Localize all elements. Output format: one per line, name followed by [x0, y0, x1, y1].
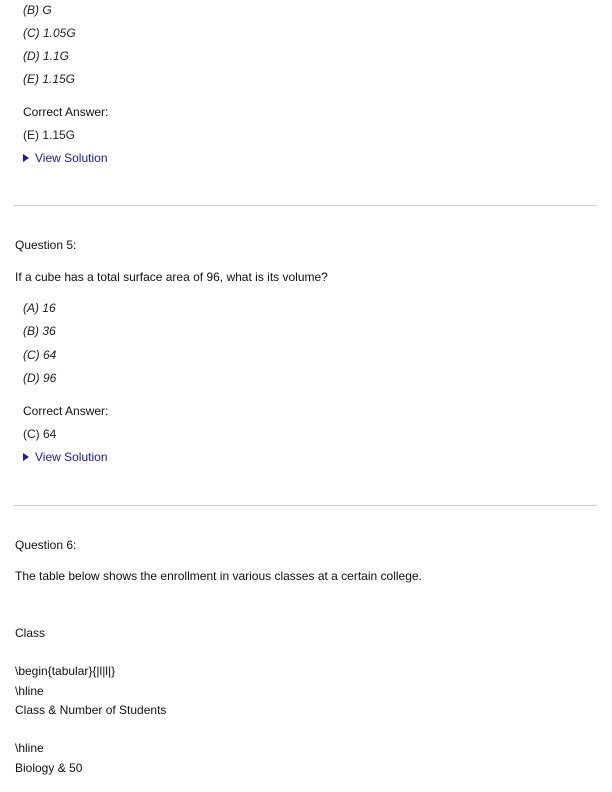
option-b: (B) 36 — [23, 324, 56, 338]
correct-answer-label: Correct Answer: — [23, 404, 109, 418]
latex-line: \hline — [15, 741, 44, 755]
option-a: (A) 16 — [23, 301, 56, 315]
option-b: (B) G — [23, 3, 52, 17]
question-heading: Question 5: — [15, 238, 77, 252]
view-solution-label: View Solution — [35, 151, 108, 165]
question-prompt: If a cube has a total surface area of 96, what is its volume? — [15, 270, 328, 284]
option-c: (C) 1.05G — [23, 26, 76, 40]
disclosure-triangle-icon — [23, 453, 29, 461]
disclosure-triangle-icon — [23, 154, 29, 162]
correct-answer-value: (E) 1.15G — [23, 128, 76, 142]
divider — [13, 205, 597, 206]
latex-line: Biology & 50 — [15, 761, 83, 775]
latex-line: \begin{tabular}{|l|l|} — [15, 664, 116, 678]
divider — [13, 505, 597, 506]
option-d: (D) 96 — [23, 371, 57, 385]
correct-answer-label: Correct Answer: — [23, 105, 109, 119]
view-solution-label: View Solution — [35, 450, 108, 464]
correct-answer-value: (C) 64 — [23, 427, 57, 441]
question-heading: Question 6: — [15, 538, 77, 552]
latex-line: Class & Number of Students — [15, 703, 167, 717]
view-solution-toggle[interactable] — [23, 151, 108, 165]
option-d: (D) 1.1G — [23, 49, 70, 63]
option-e: (E) 1.15G — [23, 72, 76, 86]
option-c: (C) 64 — [23, 348, 57, 362]
latex-line: \hline — [15, 684, 44, 698]
view-solution-toggle[interactable] — [23, 450, 108, 464]
table-caption: Class — [15, 626, 46, 640]
question-prompt: The table below shows the enrollment in various classes at a certain college. — [15, 569, 422, 583]
